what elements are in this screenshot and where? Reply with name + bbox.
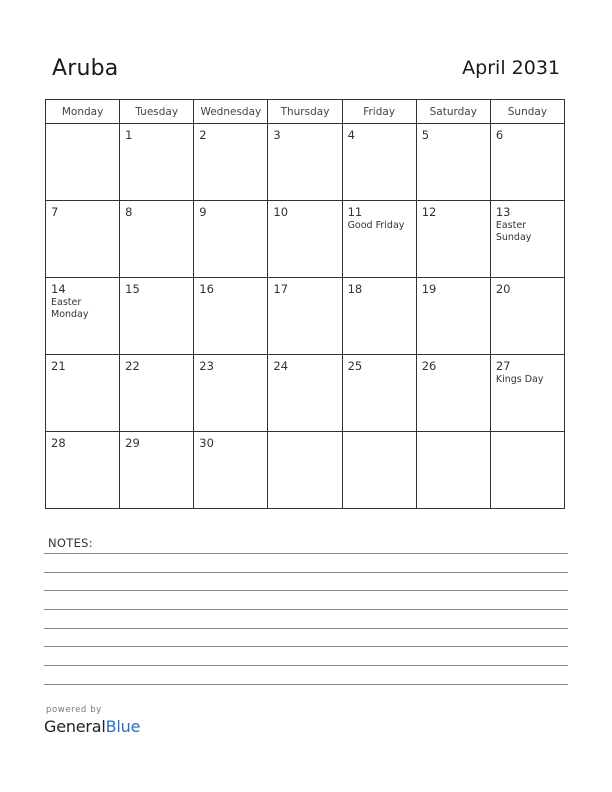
notes-label: NOTES: bbox=[48, 536, 93, 550]
day-cell bbox=[120, 278, 194, 355]
country-title: Aruba bbox=[52, 56, 119, 81]
week-row bbox=[46, 432, 565, 509]
day-number bbox=[343, 432, 416, 437]
day-cell bbox=[490, 278, 564, 355]
day-number: 18 bbox=[347, 282, 363, 296]
holiday-label: Kings Day bbox=[495, 374, 544, 385]
day-cell bbox=[268, 355, 342, 432]
notes-line bbox=[44, 590, 568, 591]
day-cell bbox=[120, 432, 194, 509]
day-cell bbox=[194, 278, 268, 355]
day-number: 4 bbox=[347, 128, 355, 142]
powered-by-text: powered by bbox=[46, 705, 102, 715]
day-cell bbox=[342, 201, 416, 278]
day-number: 8 bbox=[125, 205, 133, 219]
day-cell bbox=[268, 124, 342, 201]
day-cell bbox=[416, 201, 490, 278]
week-row bbox=[46, 124, 565, 201]
day-cell bbox=[416, 432, 490, 509]
day-cell bbox=[194, 201, 268, 278]
day-cell bbox=[194, 432, 268, 509]
day-number: 21 bbox=[51, 359, 66, 373]
holiday-label: Easter Sunday bbox=[495, 220, 532, 243]
day-cell bbox=[490, 355, 564, 432]
day-cell bbox=[194, 355, 268, 432]
day-number: 27 bbox=[495, 359, 511, 373]
notes-line bbox=[44, 665, 568, 666]
weekday-header-row bbox=[46, 100, 565, 124]
notes-line bbox=[44, 572, 568, 573]
day-number: 26 bbox=[421, 359, 437, 373]
day-cell bbox=[416, 278, 490, 355]
day-number: 15 bbox=[125, 282, 140, 296]
day-number: 2 bbox=[199, 128, 207, 142]
notes-line bbox=[44, 684, 568, 685]
month-year-title: April 2031 bbox=[462, 57, 560, 79]
day-cell bbox=[268, 278, 342, 355]
day-number: 16 bbox=[199, 282, 214, 296]
notes-line bbox=[44, 553, 568, 554]
day-cell bbox=[120, 355, 194, 432]
day-number bbox=[268, 432, 341, 437]
day-cell bbox=[416, 124, 490, 201]
day-number: 30 bbox=[199, 436, 214, 450]
calendar-grid bbox=[45, 99, 565, 509]
day-number: 7 bbox=[51, 205, 59, 219]
day-number: 13 bbox=[495, 205, 511, 219]
holiday-label: Good Friday bbox=[347, 220, 405, 231]
day-number: 25 bbox=[347, 359, 363, 373]
weekday-header: Thursday bbox=[268, 100, 342, 124]
weekday-header: Monday bbox=[46, 100, 120, 124]
brand-general-text: General bbox=[44, 717, 106, 736]
weekday-header: Tuesday bbox=[120, 100, 194, 124]
day-number: 9 bbox=[199, 205, 207, 219]
holiday-label: Easter Monday bbox=[51, 297, 89, 320]
week-row bbox=[46, 278, 565, 355]
weekday-header: Sunday bbox=[490, 100, 564, 124]
day-cell bbox=[490, 432, 564, 509]
week-row bbox=[46, 355, 565, 432]
week-row bbox=[46, 201, 565, 278]
day-cell bbox=[120, 201, 194, 278]
day-number: 14 bbox=[51, 282, 66, 296]
notes-line bbox=[44, 628, 568, 629]
day-number: 12 bbox=[421, 205, 437, 219]
day-number: 29 bbox=[125, 436, 140, 450]
day-number bbox=[417, 432, 490, 437]
day-cell bbox=[490, 124, 564, 201]
day-cell bbox=[342, 124, 416, 201]
day-cell bbox=[490, 201, 564, 278]
day-cell bbox=[342, 278, 416, 355]
day-cell bbox=[342, 432, 416, 509]
day-cell bbox=[342, 355, 416, 432]
day-number: 19 bbox=[421, 282, 437, 296]
day-cell bbox=[416, 355, 490, 432]
day-cell bbox=[194, 124, 268, 201]
weekday-header: Friday bbox=[342, 100, 416, 124]
day-cell bbox=[268, 201, 342, 278]
day-number: 23 bbox=[199, 359, 214, 373]
day-cell bbox=[46, 124, 120, 201]
day-cell bbox=[46, 201, 120, 278]
day-cell bbox=[120, 124, 194, 201]
day-cell bbox=[46, 432, 120, 509]
day-number: 10 bbox=[273, 205, 289, 219]
brand-blue-text: Blue bbox=[105, 717, 141, 736]
day-number: 6 bbox=[495, 128, 504, 142]
day-number bbox=[46, 124, 119, 129]
notes-line bbox=[44, 646, 568, 647]
generalblue-logo bbox=[44, 717, 140, 736]
day-number: 1 bbox=[125, 128, 133, 142]
weekday-header: Saturday bbox=[416, 100, 490, 124]
day-cell bbox=[46, 355, 120, 432]
weekday-header: Wednesday bbox=[194, 100, 268, 124]
day-cell bbox=[268, 432, 342, 509]
day-number: 3 bbox=[273, 128, 281, 142]
day-number: 11 bbox=[347, 205, 363, 219]
day-number: 22 bbox=[125, 359, 140, 373]
day-number: 17 bbox=[273, 282, 289, 296]
day-number: 24 bbox=[273, 359, 289, 373]
day-number: 5 bbox=[421, 128, 430, 142]
day-number bbox=[491, 432, 564, 437]
day-cell bbox=[46, 278, 120, 355]
day-number: 20 bbox=[495, 282, 511, 296]
notes-line bbox=[44, 609, 568, 610]
day-number: 28 bbox=[51, 436, 66, 450]
